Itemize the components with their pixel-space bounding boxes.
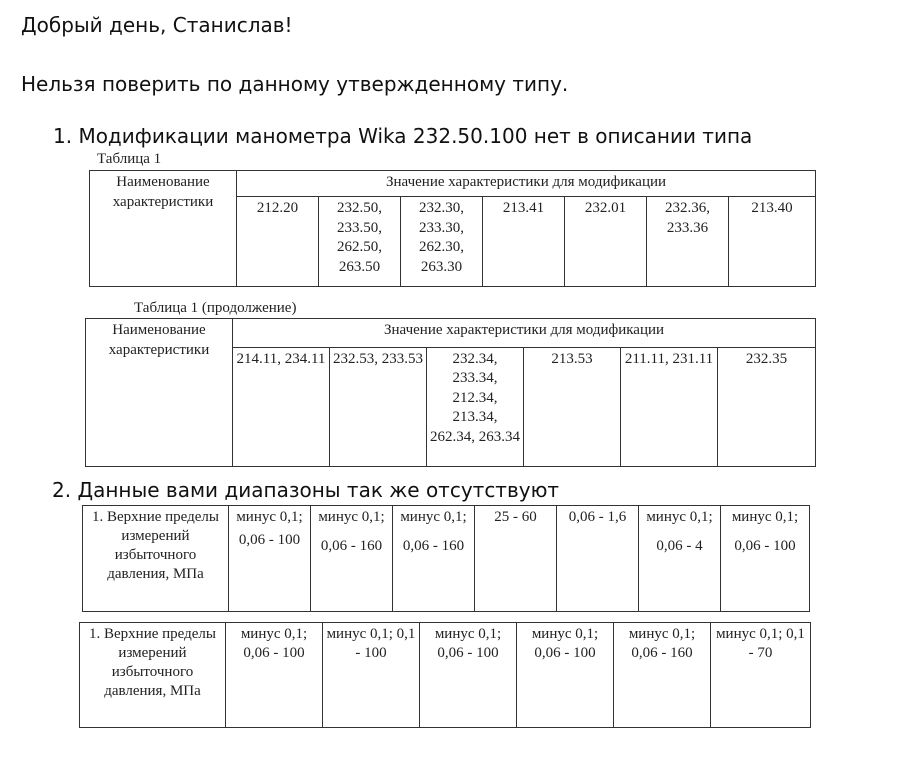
table-cell: 232.35 [718,347,816,466]
table-4-image [79,622,811,728]
table-1-row-header: Наименование характеристики [90,171,237,287]
range-cell-top: минус 0,1; [318,509,385,525]
table-cell: 214.11, 234.11 [233,347,330,466]
range-cell [639,506,721,612]
range-cell: минус 0,1; 0,06 - 160 [614,623,711,728]
range-cell-top: минус 0,1; [646,509,713,525]
range-cell: минус 0,1; 0,06 - 100 [226,623,323,728]
table-2-image [85,318,816,467]
range-cell: минус 0,1; 0,1 - 70 [711,623,811,728]
range-cell-top: 25 - 60 [494,509,537,525]
range-cell-top: минус 0,1; [236,509,303,525]
range-cell-top: минус 0,1; [400,509,467,525]
table-2-row-header: Наименование характеристики [86,319,233,467]
range-cell [311,506,393,612]
range-cell-bottom: 0,06 - 4 [656,538,703,554]
range-cell [393,506,475,612]
table-cell: 232.36, 233.36 [647,197,729,287]
table-1-caption: Таблица 1 [97,151,162,167]
table-2-group-header: Значение характеристики для модификации [233,319,816,348]
range-cell: минус 0,1; 0,1 - 100 [323,623,420,728]
table-4-row-header: 1. Верхние пределы измерений избыточного давления, МПа [80,623,226,728]
range-cell-bottom: 0,06 - 160 [402,538,465,554]
table-cell: 232.30, 233.30, 262.30, 263.30 [401,197,483,287]
table-cell: 213.40 [729,197,816,287]
range-cell-bottom: 0,06 - 100 [238,532,301,548]
table-3-row-header: 1. Верхние пределы измерений избыточного давления, МПа [83,506,229,612]
table-1-group-header: Значение характеристики для модификации [237,171,816,197]
table-cell: 232.01 [565,197,647,287]
range-cell [229,506,311,612]
range-cell-top: минус 0,1; [731,509,799,525]
table-cell: 213.41 [483,197,565,287]
point-2-text: 2. Данные вами диапазоны так же отсутствуют [52,478,560,502]
range-cell: минус 0,1; 0,06 - 100 [420,623,517,728]
table-cell: 213.53 [524,347,621,466]
table-cell: 232.53, 233.53 [330,347,427,466]
range-cell-bottom: 0,06 - 100 [734,538,796,554]
range-cell [557,506,639,612]
table-cell: 211.11, 231.11 [621,347,718,466]
range-cell-top: 0,06 - 1,6 [568,509,627,525]
range-cell [475,506,557,612]
table-3-image [82,505,810,612]
range-cell [721,506,810,612]
table-cell: 232.34, 233.34, 212.34, 213.34, 262.34, 263.34 [427,347,524,466]
range-cell: минус 0,1; 0,06 - 100 [517,623,614,728]
range-cell-bottom: 0,06 - 160 [320,538,383,554]
greeting-text: Добрый день, Станислав! [21,13,293,37]
table-cell: 212.20 [237,197,319,287]
point-1-text: 1. Модификации манометра Wika 232.50.100 нет в описании типа [53,124,753,148]
table-cell: 232.50, 233.50, 262.50, 263.50 [319,197,401,287]
intro-text: Нельзя поверить по данному утвержденному типу. [21,72,569,96]
table-1-image [89,170,816,287]
table-2-caption: Таблица 1 (продолжение) [134,300,297,316]
